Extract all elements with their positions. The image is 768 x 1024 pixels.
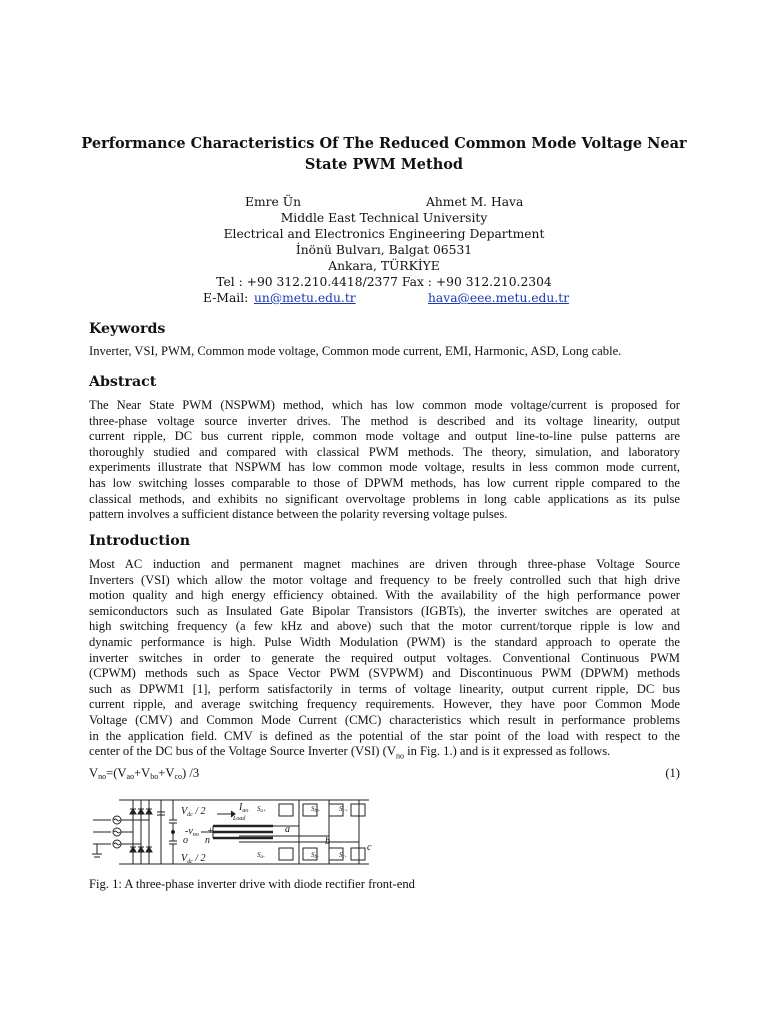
abstract-line: current ripple, DC bus current ripple, common mode voltage and output line-to-line pulse patterns are [89,429,680,444]
node-n-label: n [205,835,210,846]
intro-line: in the application field. CMV is defined as the potential of the star point of the load with respect to the [89,728,680,743]
keywords-heading: Keywords [89,321,166,337]
abstract-heading: Abstract [89,374,157,390]
intro-line: Inverters (VSI) which allow the motor voltage and frequency to be freely controlled such that high drive [89,572,680,587]
inverter-circuit-diagram [89,790,379,872]
intro-line: current ripple, and average switching frequency requirements. However, they have poor Common Mode [89,697,680,712]
switch-c-plus-label: Sc+ [339,805,349,814]
intro-line: Voltage (CMV) and Common Mode Current (CMC) characteristics which result in performance problems [89,712,680,727]
node-o-label: o [183,835,188,846]
phase-c-label: c [367,842,372,853]
intro-line: inverter switches in order to generate the required output voltages. Conventional Continuous PWM [89,650,680,665]
author-1: Emre Ün [245,195,301,209]
intro-line: Most AC induction and permanent magnet machines are driven through three-phase Voltage Source [89,557,680,571]
paper-title [60,133,708,175]
keywords-text: Inverter, VSI, PWM, Common mode voltage, Common mode current, EMI, Harmonic, ASD, Long cable. [89,344,622,358]
equation-1: $V_{no}=(V_{ao}+V_{bo}+V_{co})$ /3 (1) [89,766,680,781]
switch-b-minus-label: Sb- [311,851,319,860]
intro-line: (CPWM) methods such as Space Vector PWM (SVPWM) and Discontinuous PWM (DPWM) methods [89,666,680,681]
vno-label: $-v_{no}$ [185,826,199,838]
plus-sign: + [207,826,214,837]
vdc-top-label: $V_{dc} / 2$ [181,806,206,818]
university: Middle East Technical University [280,211,488,225]
intro-last-line: center of the DC bus of the Voltage Source Inverter (VSI) ($V_{no}$ in Fig. 1.) and is it expressed as follows. [89,744,611,761]
switch-a-minus-label: Sa- [257,851,265,860]
email-label: E-Mail: [203,291,249,305]
introduction-heading: Introduction [89,533,191,549]
switch-c-minus-label: Sc- [339,851,347,860]
phone-fax: Tel : +90 312.210.4418/2377 Fax : +90 312.210.2304 [216,275,552,289]
address: İnönü Bulvarı, Balgat 06531 [295,243,473,257]
dc-link [157,800,177,864]
phase-a-label: a [285,824,290,835]
author-2: Ahmet M. Hava [426,195,524,209]
abstract-line: experiments illustrate that NSPWM has low common mode voltage, results in less common mode current, [89,460,680,475]
phase-b-label: b [325,836,330,847]
abstract-line: three-phase voltage source inverter drives. The method is described and its voltage linearity, output [89,413,680,428]
abstract-line: thoroughly studied and compared with classical PWM methods. The theory, simulation, and laboratory [89,444,680,459]
switch-a-plus-label: Sa+ [257,805,267,814]
email-link-2[interactable]: hava@eee.metu.edu.tr [428,291,570,305]
abstract-line: pattern involves a sufficient distance between the polarity reversing voltage pulses. [89,507,508,522]
email-link-1[interactable]: un@metu.edu.tr [254,291,356,305]
load-label: Load [233,816,246,822]
title-line-2: State PWM Method [304,156,464,173]
intro-line: such as DPWM1 [1], perform satisfactorily in terms of voltage linearity, output current ripple, DC bus [89,681,680,696]
department: Electrical and Electronics Engineering Department [223,227,545,241]
city: Ankara, TÜRKİYE [328,259,440,273]
title-line-1: Performance Characteristics Of The Reduced Common Mode Voltage Near [81,135,687,152]
current-label: $I_{ao}$ [239,802,249,814]
intro-line: motion quality and high energy efficiency obtained. With the availability of the high performance power [89,588,680,603]
figure-caption: Fig. 1: A three-phase inverter drive with diode rectifier front-end [89,877,415,891]
abstract-line: has low switching losses comparable to those of DPWM methods, has low current ripple compared to the [89,475,680,490]
equation-number: (1) [665,766,680,780]
intro-line: dynamic performance is high. Pulse Width Modulation (PWM) is the standard approach to operate the [89,634,680,649]
abstract-line: The Near State PWM (NSPWM) method, which has low common mode voltage/current is proposed for [89,398,680,412]
intro-line: semiconductors such as Insulated Gate Bipolar Transistors (IGBTs), the inverter switches are operated at [89,603,680,618]
vdc-bottom-label: $V_{dc} / 2$ [181,853,206,865]
switch-b-plus-label: Sb+ [311,805,321,814]
abstract-body [89,398,680,523]
introduction-body [89,557,680,764]
intro-line: high switching frequency (a few kHz and above) such that the motor current/torque ripple is low and [89,619,680,634]
abstract-line: classical methods, and exhibits no significant overvoltage problems in long cable applications as its pulse [89,491,680,506]
